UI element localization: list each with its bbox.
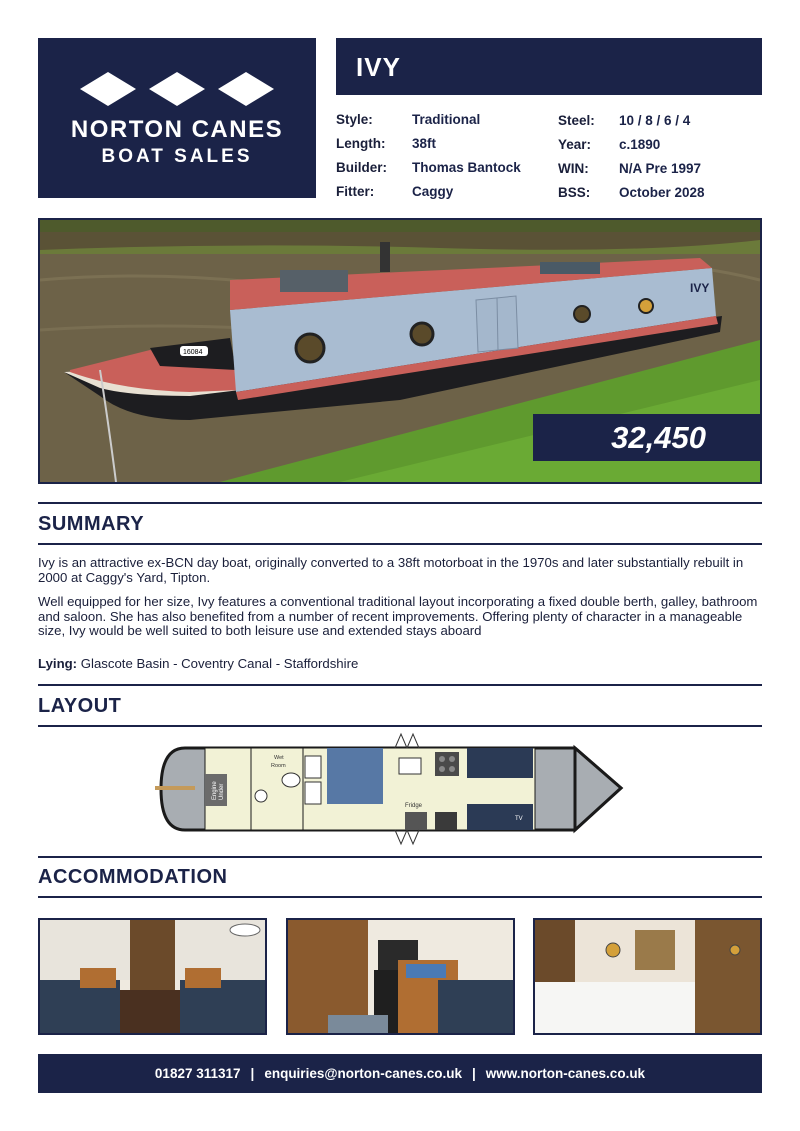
spec-label: Steel: [558,113,595,128]
price-badge [533,414,762,461]
logo-line-1: NORTON CANES [70,116,284,143]
footer-email[interactable]: enquiries@norton-canes.co.uk [264,1066,463,1081]
accommodation-heading: ACCOMMODATION [38,866,228,888]
divider [38,502,762,504]
tv-label: TV [515,816,523,822]
engine-label-1: Engine [212,781,218,800]
spec-value: c.1890 [619,137,661,152]
engine-label-2: Under [219,783,225,800]
lying-label: Lying: [38,656,78,671]
footer-separator: | [472,1066,476,1081]
summary-heading: SUMMARY [38,513,145,535]
spec-value: Thomas Bantock [412,160,521,175]
footer-website[interactable]: www.norton-canes.co.uk [485,1066,646,1081]
hull-number-text: 16084 [183,349,203,356]
wetroom-label-2: Room [271,763,286,769]
layout-diagram [155,728,629,850]
divider [38,896,762,898]
interior-photo-galley [286,918,515,1035]
summary-paragraph-1: Ivy is an attractive ex-BCN day boat, originally converted to a 38ft motorboat in the 1970s and later substantially rebuilt in 2000 at Caggy's Yard, Tipton. [38,555,744,585]
divider [38,856,762,858]
summary-paragraph-2: Well equipped for her size, Ivy features a conventional traditional layout incorporating a fixed double berth, galley, bathroom and saloon. She has also benefited from a number of recent improvements. Offering plenty of character in a manageable size, Ivy would be well suited to both leisure use and extended stays aboard [38,594,758,638]
spec-value: October 2028 [619,185,705,200]
divider [38,725,762,727]
spec-label: Length: [336,136,386,151]
spec-label: Fitter: [336,184,375,199]
wetroom-label-1: Wet [274,755,284,761]
logo-line-2: BOAT SALES [101,146,253,167]
spec-label: Year: [558,137,592,152]
spec-value: Traditional [412,112,481,127]
interior-photo-bedroom [533,918,762,1035]
company-logo [38,38,316,198]
spec-value: N/A Pre 1997 [619,161,702,176]
spec-label: WIN: [558,161,589,176]
boat-title-bar [336,38,762,95]
lying-value: Glascote Basin - Coventry Canal - Staffordshire [80,656,359,671]
lying-line [38,656,358,671]
boat-name: IVY [356,52,401,82]
spec-value: Caggy [412,184,454,199]
footer-phone[interactable]: 01827 311317 [154,1066,241,1081]
spec-label: Style: [336,112,373,127]
boat-layout-plan [155,728,629,850]
fridge-label: Fridge [405,803,423,809]
price-value: 32,450 [611,420,706,455]
divider [38,543,762,545]
spec-table [336,112,762,204]
spec-value: 38ft [412,136,437,151]
footer-separator: | [250,1066,255,1081]
spec-label: BSS: [558,185,591,200]
spec-value: 10 / 8 / 6 / 4 [619,113,691,128]
hull-name-text: IVY [690,281,710,295]
contact-footer [38,1054,762,1093]
layout-heading: LAYOUT [38,695,122,717]
spec-label: Builder: [336,160,388,175]
divider [38,684,762,686]
diamond-logo-mark [80,72,274,106]
interior-photo-saloon [38,918,267,1035]
